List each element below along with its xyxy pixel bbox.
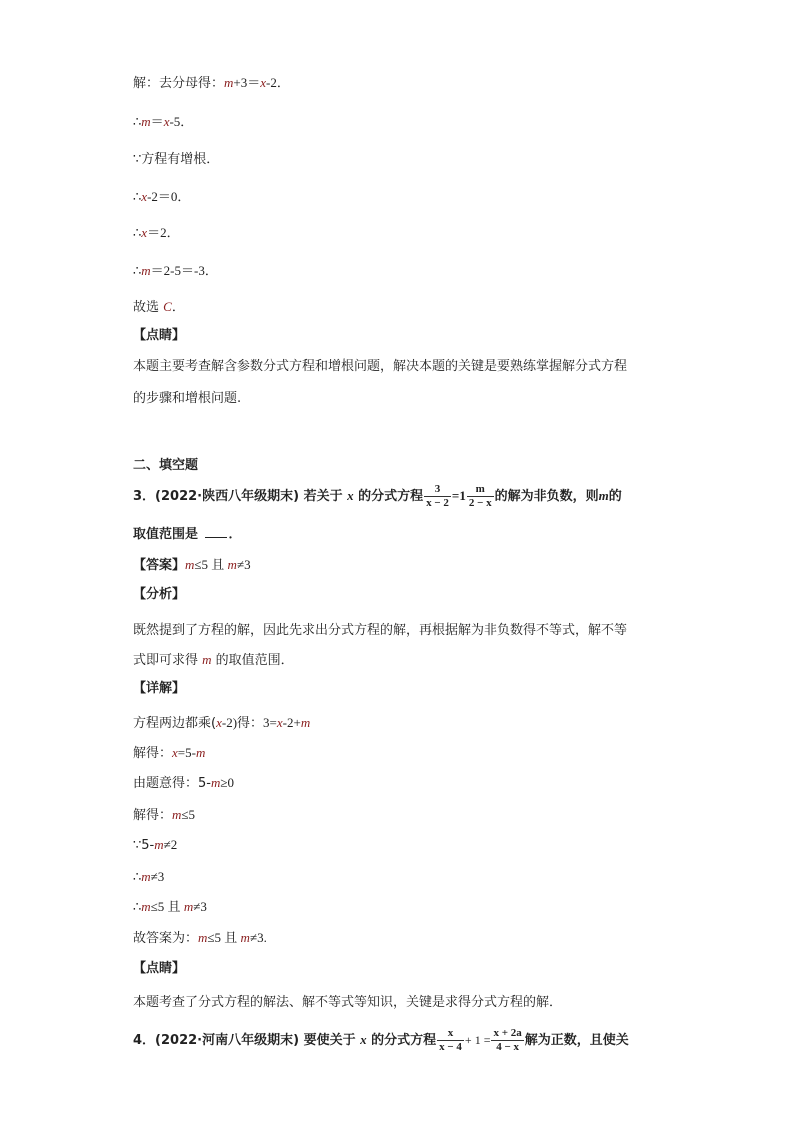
analysis-tag: 【分析】: [133, 587, 186, 602]
answer-blank: [205, 525, 227, 538]
comment-text-q3: 本题考查了分式方程的解法、解不等式等知识，关键是求得分式方程的解．: [133, 995, 563, 1010]
detail-line-8: 故答案为：m≤5 且 m≠3.: [133, 930, 267, 946]
fraction-3-over-x-2: $\frac{3}{x - 2}$: [426, 483, 449, 509]
fraction-x-2a-over-4-x: $\frac{x + 2a}{4 - x}$: [493, 1027, 522, 1053]
detail-line-6: ∴m≠3: [133, 869, 165, 885]
fraction-m-over-2-x: $\frac{m}{2 - x}$: [468, 483, 492, 509]
detail-line-5: ∵5-m≠2: [133, 837, 178, 853]
solution-line-6: ∴m＝2-5＝-3．: [133, 263, 218, 279]
question-3-line-2: 取值范围是 ．: [133, 527, 242, 542]
solution-line-2: ∴m＝x-5．: [133, 114, 194, 130]
question-4-line-1: 4．(2022·河南八年级期末) 要使关于 x 的分式方程 $\frac{x}{x - 4}$ + 1 = $\frac{x + 2a}{4 - x}$ 解为正数，且使关: [133, 1027, 629, 1053]
solution-line-5: ∴x＝2．: [133, 225, 180, 241]
comment-tag: 【点睛】: [133, 328, 186, 343]
detail-line-3: 由题意得：5-m≥0: [133, 775, 234, 791]
analysis-text-1: 既然提到了方程的解，因此先求出分式方程的解，再根据解为非负数得不等式，解不等: [133, 623, 628, 638]
comment-tag-q3: 【点睛】: [133, 961, 186, 976]
detail-line-1: 方程两边都乘(x-2)得：3=x-2+m: [133, 715, 311, 731]
solution-line-3: ∵方程有增根．: [133, 152, 220, 167]
solution-line-4: ∴x-2＝0．: [133, 189, 191, 205]
detail-line-4: 解得：m≤5: [133, 807, 196, 823]
answer-line: 【答案】m≤5 且 m≠3: [133, 557, 251, 573]
detail-line-7: ∴m≤5 且 m≠3: [133, 899, 207, 915]
solution-line-1: 解：去分母得：m+3＝x-2．: [133, 75, 290, 91]
fraction-x-over-x-4: $\frac{x}{x - 4}$: [439, 1027, 462, 1053]
comment-text-1: 本题主要考查解含参数分式方程和增根问题，解决本题的关键是要熟练掌握解分式方程: [133, 359, 628, 374]
comment-text-2: 的步骤和增根问题.: [133, 391, 242, 406]
solution-line-7: 故选 C．: [133, 299, 185, 315]
detail-tag: 【详解】: [133, 681, 186, 696]
question-3-line-1: 3．(2022·陕西八年级期末) 若关于 x 的分式方程 $\frac{3}{x - 2}$ =1 $\frac{m}{2 - x}$ 的解为非负数，则m的: [133, 483, 622, 509]
detail-line-2: 解得：x=5-m: [133, 745, 206, 761]
section-title: 二、填空题: [133, 458, 199, 473]
analysis-text-2: 式即可求得 m 的取值范围．: [133, 652, 294, 668]
